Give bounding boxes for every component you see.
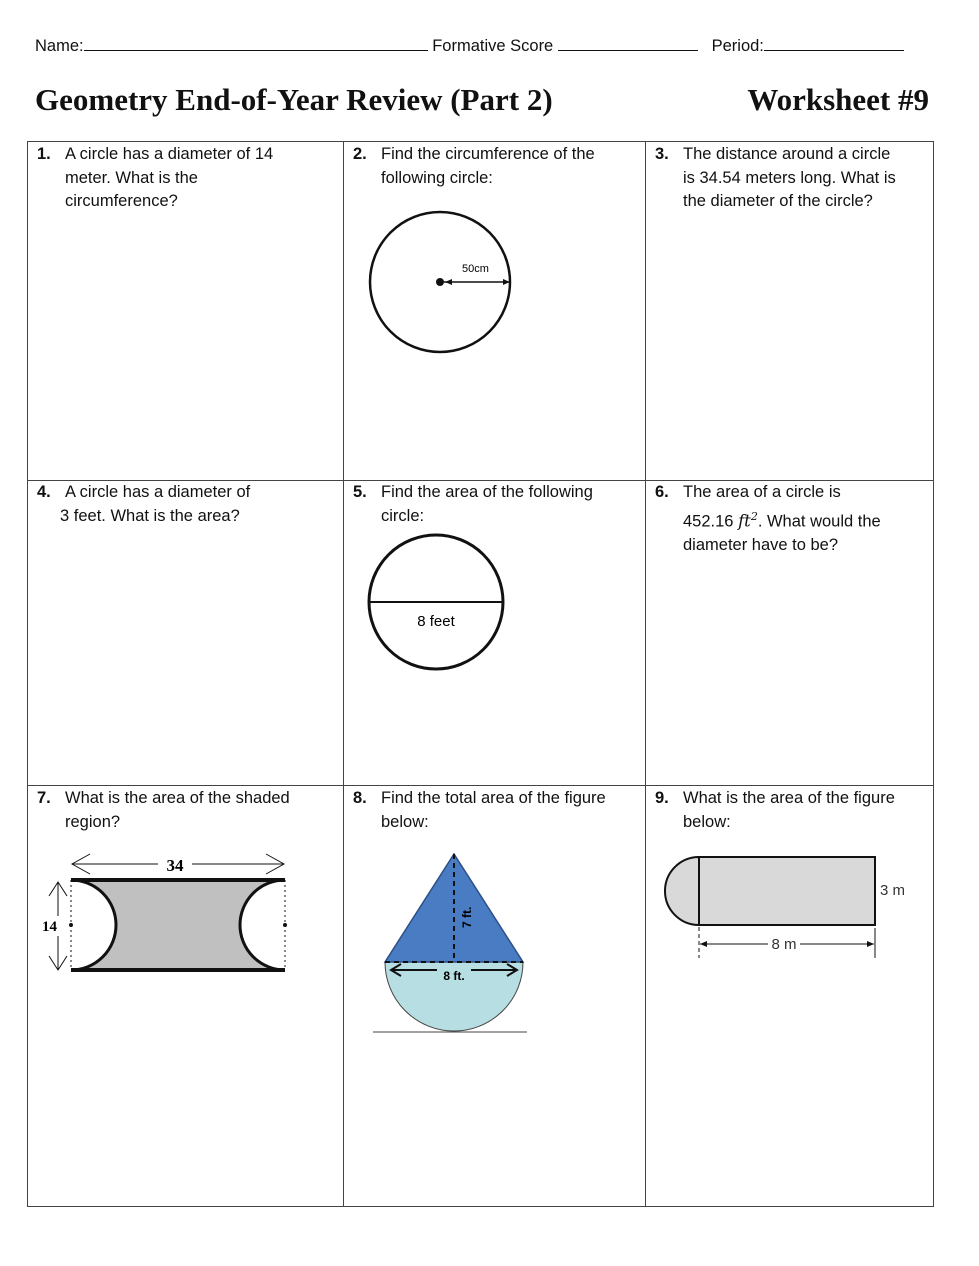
text-line: diameter have to be? xyxy=(683,535,839,554)
text-line: the diameter of the circle? xyxy=(683,192,873,210)
arrow-head xyxy=(867,941,874,947)
question-number: 7. xyxy=(37,789,51,807)
question-number: 9. xyxy=(655,789,669,807)
radius-label: 50cm xyxy=(462,263,489,275)
name-field[interactable] xyxy=(84,36,428,51)
text-line: below: xyxy=(683,812,731,831)
text-line: The area of a circle is xyxy=(683,483,841,501)
cone-figure xyxy=(373,852,533,1037)
diameter-label: 8 feet xyxy=(417,613,455,630)
question-number: 6. xyxy=(655,483,669,501)
arrow-head xyxy=(445,279,452,285)
text-line: meter. What is the xyxy=(65,168,198,187)
text-line: A circle has a diameter of 14 xyxy=(65,145,274,163)
arrow-head xyxy=(700,941,707,947)
text-line: circumference? xyxy=(65,192,178,210)
question-number: 3. xyxy=(655,145,669,163)
question-text xyxy=(65,787,290,834)
text-line: below: xyxy=(381,812,429,831)
grid-divider xyxy=(28,785,933,786)
question-text xyxy=(683,481,881,557)
worksheet-number: Worksheet #9 xyxy=(747,82,929,117)
grid-divider xyxy=(343,142,344,1206)
header-line xyxy=(35,36,935,56)
height-label: 14 xyxy=(42,919,57,935)
unit: ft xyxy=(738,511,751,530)
text-line: What is the area of the shaded xyxy=(65,789,290,807)
text-line: is 34.54 meters long. What is xyxy=(683,168,896,187)
height-label: 7 ft. xyxy=(460,906,474,928)
score-label: Formative Score xyxy=(432,37,554,55)
length-label: 8 m xyxy=(771,936,797,953)
page-title: Geometry End-of-Year Review (Part 2) xyxy=(35,82,553,117)
unit-exponent: 2 xyxy=(750,509,758,523)
base-label: 8 ft. xyxy=(443,969,465,983)
question-number: 8. xyxy=(353,789,367,807)
period-label: Period: xyxy=(711,37,764,55)
circle-radius-figure xyxy=(366,207,516,357)
center-dot xyxy=(69,923,73,927)
question-text xyxy=(381,481,593,528)
question-number: 5. xyxy=(353,483,367,501)
rectangle-region xyxy=(699,857,875,925)
width-label: 34 xyxy=(166,856,184,875)
text-line: region? xyxy=(65,812,121,831)
question-number: 4. xyxy=(37,483,51,501)
shaded-region-figure xyxy=(38,848,308,978)
question-text xyxy=(381,143,595,190)
question-text xyxy=(65,143,273,214)
text-line: Find the circumference of the xyxy=(381,145,595,163)
grid-divider xyxy=(645,142,646,1206)
area-value: 452.16 xyxy=(683,512,734,530)
question-grid xyxy=(27,141,934,1207)
score-field[interactable] xyxy=(558,36,698,51)
center-dot xyxy=(283,923,287,927)
question-text xyxy=(60,481,251,528)
name-label: Name: xyxy=(35,37,84,55)
text-line: Find the area of the following xyxy=(381,483,593,501)
width-label: 3 m xyxy=(880,882,906,899)
text-fragment: . What would the xyxy=(757,512,881,530)
period-field[interactable] xyxy=(764,36,904,51)
text-line: What is the area of the figure xyxy=(683,789,895,807)
text-line: A circle has a diameter of xyxy=(65,483,251,501)
question-text xyxy=(683,143,896,214)
center-point xyxy=(436,278,444,286)
question-text xyxy=(381,787,606,834)
question-number: 2. xyxy=(353,145,367,163)
question-text xyxy=(683,787,895,834)
text-line xyxy=(683,505,881,534)
composite-figure xyxy=(658,848,918,963)
text-line: The distance around a circle xyxy=(683,145,891,163)
text-line: circle: xyxy=(381,506,425,525)
text-line: following circle: xyxy=(381,168,493,187)
question-number: 1. xyxy=(37,145,51,163)
semicircle-region xyxy=(665,857,699,925)
text-line: Find the total area of the figure xyxy=(381,789,606,807)
circle-diameter-figure xyxy=(364,530,510,676)
text-line: 3 feet. What is the area? xyxy=(60,506,240,525)
